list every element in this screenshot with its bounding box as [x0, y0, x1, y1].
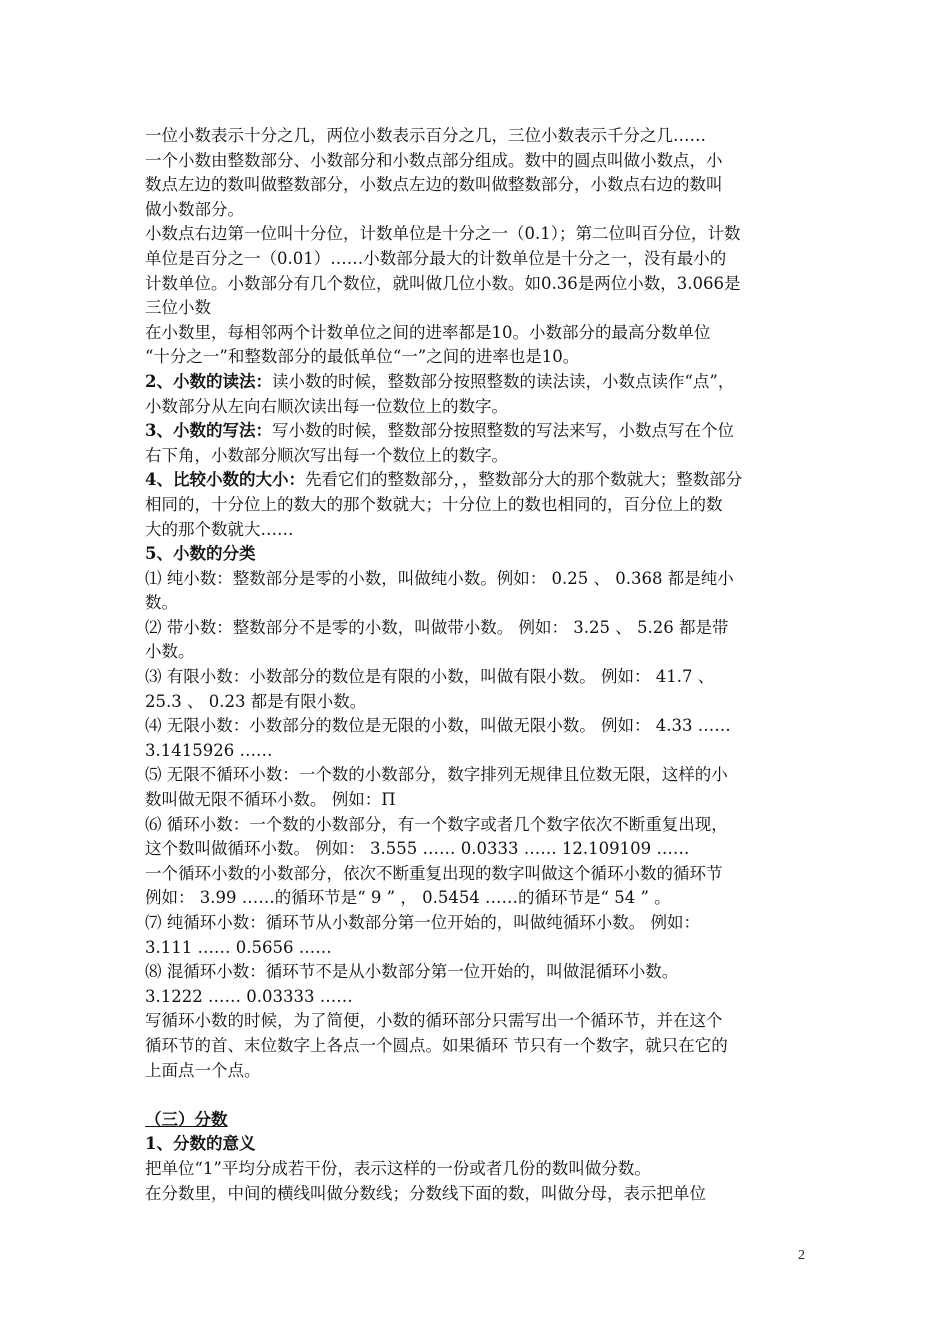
text-line: 25.3 、 0.23 都是有限小数。: [145, 691, 367, 711]
text-line: ⑹ 循环小数：一个数的小数部分，有一个数字或者几个数字依次不断重复出现，: [145, 814, 728, 834]
text-line: 3.111 …… 0.5656 ……: [145, 937, 332, 957]
text-line: 小数点右边第一位叫十分位，计数单位是十分之一（0.1）；第二位叫百分位，计数: [145, 224, 741, 244]
heading-line: [145, 419, 810, 444]
text-line: 计数单位。小数部分有几个数位，就叫做几位小数。如0.36是两位小数，3.066是: [145, 273, 741, 293]
document-body: [145, 124, 810, 1206]
blank-line: [145, 1083, 810, 1108]
text-line: 相同的，十分位上的数大的那个数就大；十分位上的数也相同的，百分位上的数: [145, 494, 723, 514]
section-title: （三）分数: [145, 1109, 228, 1129]
heading-line: [145, 370, 810, 395]
text-line: 小数部分从左向右顺次读出每一位数位上的数字。: [145, 396, 508, 416]
text-line: 右下角，小数部分顺次写出每一个数位上的数字。: [145, 445, 508, 465]
text-line: 把单位“1”平均分成若干份，表示这样的一份或者几份的数叫做分数。: [145, 1158, 651, 1178]
heading-label: 3、小数的写法：: [145, 421, 272, 441]
text-line: ⑶ 有限小数：小数部分的数位是有限的小数，叫做有限小数。 例如： 41.7 、: [145, 667, 715, 687]
heading-text: 先看它们的整数部分，，整数部分大的那个数就大；整数部分: [304, 470, 743, 490]
text-line: 做小数部分。: [145, 199, 244, 219]
text-line: 上面点一个点。: [145, 1060, 261, 1080]
heading-line: [145, 468, 810, 493]
text-line: 一位小数表示十分之几，两位小数表示百分之几，三位小数表示千分之几……: [145, 126, 706, 145]
text-line: 在小数里，每相邻两个计数单位之间的进率都是10。小数部分的最高分数单位: [145, 322, 711, 342]
text-line: 写循环小数的时候，为了简便，小数的循环部分只需写出一个循环节，并在这个: [145, 1011, 723, 1031]
text-line: ⑴ 纯小数：整数部分是零的小数，叫做纯小数。例如： 0.25 、 0.368 都是纯小: [145, 568, 734, 588]
text-line: 数叫做无限不循环小数。 例如：Π: [145, 790, 396, 810]
page-number: 2: [798, 1248, 805, 1263]
heading-text: 写小数的时候，整数部分按照整数的写法来写，小数点写在个位: [271, 421, 734, 441]
text-line: 例如： 3.99 ……的循环节是“ 9 ” ， 0.5454 ……的循环节是“ 54 ” 。: [145, 888, 671, 908]
text-line: 3.1415926 ……: [145, 740, 273, 760]
heading-label: 1、分数的意义: [145, 1134, 256, 1154]
text-line: ⑺ 纯循环小数：循环节从小数部分第一位开始的，叫做纯循环小数。 例如：: [145, 913, 700, 932]
text-line: “十分之一”和整数部分的最低单位“一”之间的进率也是10。: [145, 347, 580, 367]
text-line: 数点左边的数叫做整数部分，小数点左边的数叫做整数部分，小数点右边的数叫: [145, 175, 723, 195]
text-line: ⑸ 无限不循环小数：一个数的小数部分，数字排列无规律且位数无限，这样的小: [145, 765, 728, 785]
heading-text: 读小数的时候，整数部分按照整数的读法读，小数点读作“点”，: [271, 371, 735, 391]
text-line: 3.1222 …… 0.03333 ……: [145, 986, 353, 1006]
text-line: 数。: [145, 593, 178, 613]
heading-label: 5、小数的分类: [145, 544, 256, 564]
text-line: ⑷ 无限小数：小数部分的数位是无限的小数，叫做无限小数。 例如： 4.33 ……: [145, 716, 731, 736]
heading-line: [145, 542, 810, 567]
text-line: 大的那个数就大……: [145, 519, 294, 539]
text-line: 小数。: [145, 642, 195, 662]
text-line: ⑻ 混循环小数：循环节不是从小数部分第一位开始的，叫做混循环小数。: [145, 962, 679, 982]
text-line: 在分数里，中间的横线叫做分数线；分数线下面的数，叫做分母，表示把单位: [145, 1183, 706, 1203]
heading-label: 2、小数的读法：: [145, 371, 272, 391]
text-line: 三位小数: [145, 298, 211, 318]
section-heading: [145, 1108, 810, 1133]
heading-line: [145, 1132, 810, 1157]
text-line: 循环节的首、末位数字上各点一个圆点。如果循环 节只有一个数字，就只在它的: [145, 1035, 728, 1055]
text-line: 单位是百分之一（0.01）……小数部分最大的计数单位是十分之一，没有最小的: [145, 248, 727, 268]
heading-label: 4、比较小数的大小：: [145, 470, 305, 490]
text-line: 一个循环小数的小数部分，依次不断重复出现的数字叫做这个循环小数的循环节: [145, 863, 723, 883]
text-line: 这个数叫做循环小数。 例如： 3.555 …… 0.0333 …… 12.109109 ……: [145, 839, 690, 859]
text-line: 一个小数由整数部分、小数部分和小数点部分组成。数中的圆点叫做小数点，小: [145, 150, 723, 170]
text-line: ⑵ 带小数：整数部分不是零的小数，叫做带小数。 例如： 3.25 、 5.26 都是带: [145, 617, 729, 637]
